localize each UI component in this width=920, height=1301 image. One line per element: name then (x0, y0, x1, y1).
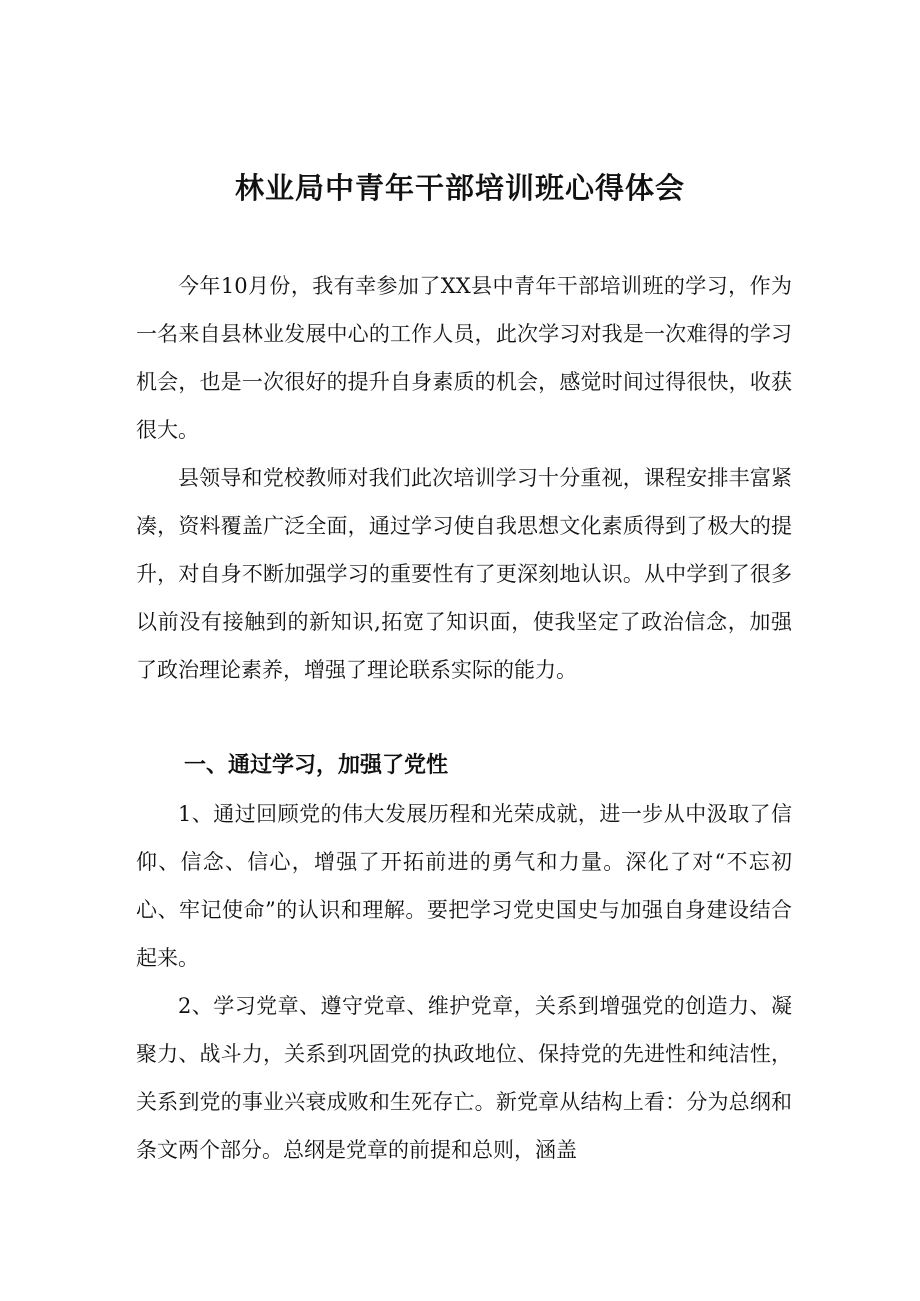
paragraph-intro: 今年10月份，我有幸参加了XX县中青年干部培训班的学习，作为一名来自县林业发展中心的工作人员，此次学习对我是一次难得的学习机会，也是一次很好的提升自身素质的机会，感觉时间过得很快，收获很大。 (136, 274, 792, 442)
section-item-1: 1、通过回顾党的伟大发展历程和光荣成就，进一步从中汲取了信仰、信念、信心，增强了开拓前进的勇气和力量。深化了对“不忘初心、牢记使命”的认识和理解。要把学习党史国史与加强自身建设结合起来。 (136, 802, 792, 970)
section-heading: 一、通过学习，加强了党性 (184, 753, 449, 778)
paragraph-training-overview: 县领导和党校教师对我们此次培训学习十分重视，课程安排丰富紧凑，资料覆盖广泛全面，通过学习使自我思想文化素质得到了极大的提升，对自身不断加强学习的重要性有了更深刻地认识。从中学到了很多以前没有接触到的新知识,拓宽了知识面，使我坚定了政治信念，加强了政治理论素养，增强了理论联系实际的能力。 (136, 466, 792, 682)
section-item-2: 2、学习党章、遵守党章、维护党章，关系到增强党的创造力、凝聚力、战斗力，关系到巩固党的执政地位、保持党的先进性和纯洁性，关系到党的事业兴衰成败和生死存亡。新党章从结构上看：分为总纲和条文两个部分。总纲是党章的前提和总则，涵盖 (136, 994, 792, 1162)
document-title: 林业局中青年干部培训班心得体会 (234, 171, 685, 205)
